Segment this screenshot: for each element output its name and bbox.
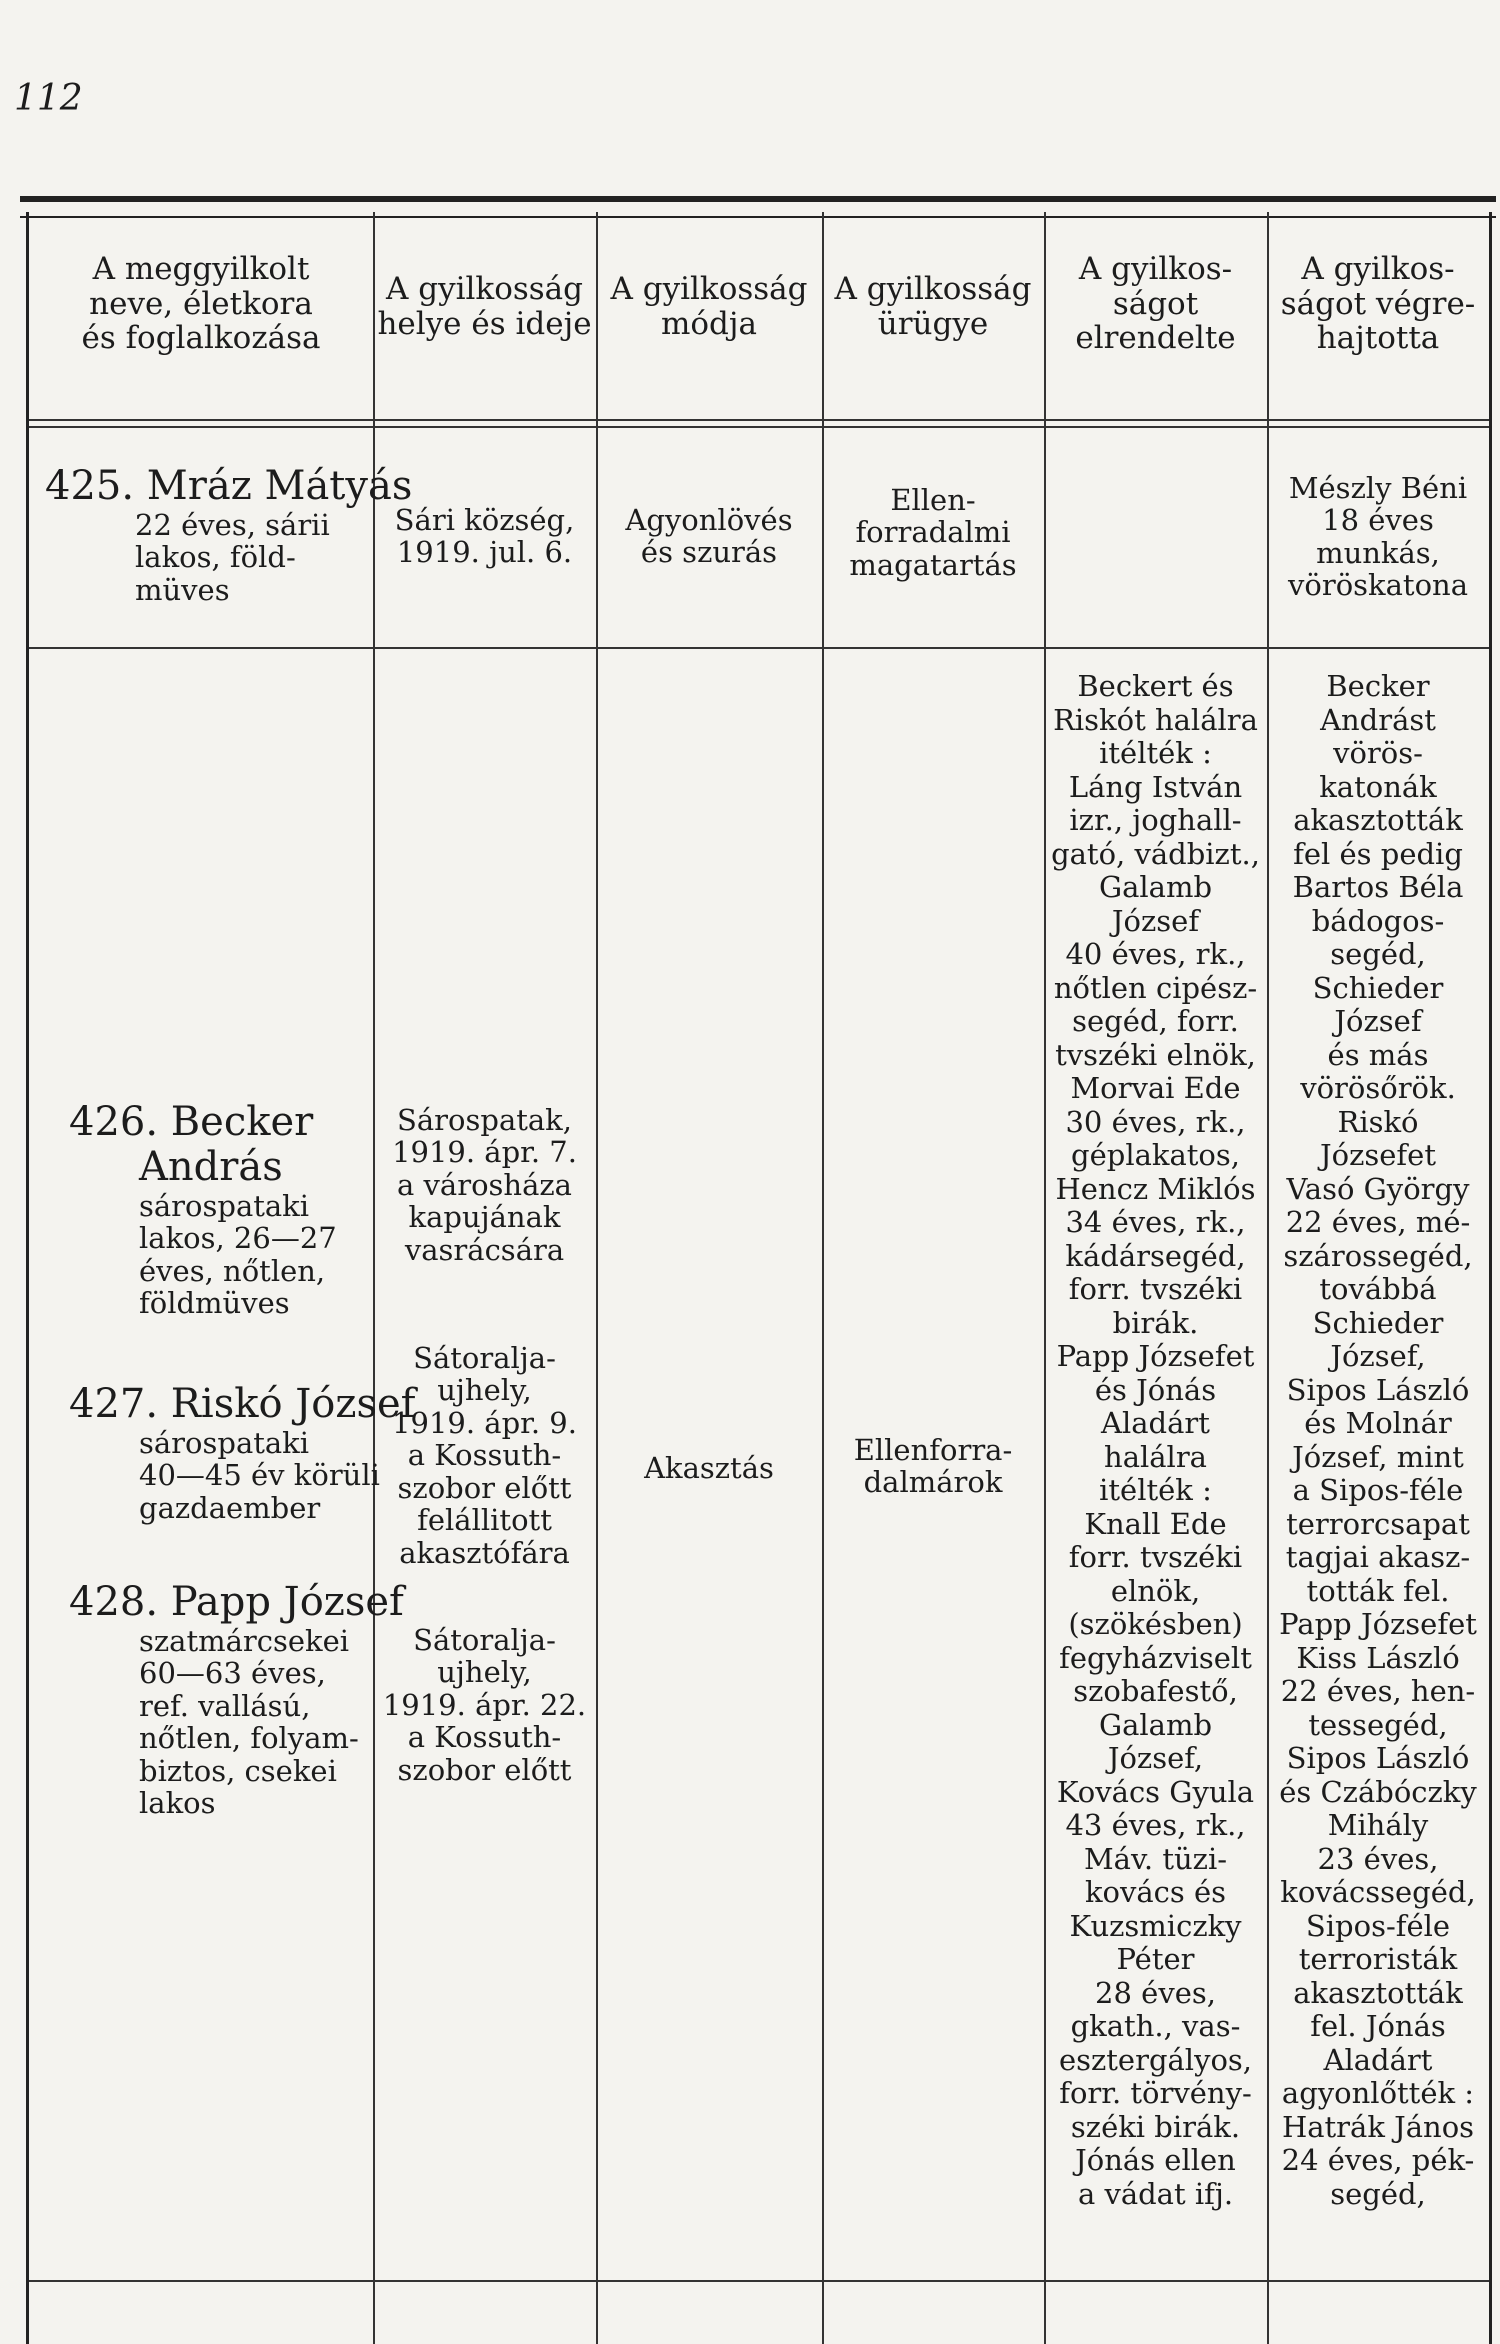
text-line: és Czábóczky: [1279, 1774, 1477, 1809]
text-line: segéd, forr.: [1072, 1004, 1239, 1038]
text-line: tották fel.: [1306, 1573, 1450, 1608]
text-line: József,: [1330, 1339, 1426, 1373]
row-2-pretext: Ellenforra- dalmárok: [853, 1433, 1013, 1500]
row-2-method: Akasztás: [644, 1451, 774, 1485]
text-line: segéd,: [1330, 2176, 1426, 2211]
text-line: forr. tvszéki: [1068, 1540, 1243, 1574]
text-line: fel és pedig: [1293, 836, 1463, 871]
text-line: itélték :: [1099, 1473, 1212, 1507]
text-line: kovácssegéd,: [1280, 1875, 1476, 1909]
text-line: és Molnár: [1304, 1406, 1452, 1440]
text-line: József, mint: [1292, 1439, 1464, 1474]
text-line: Péter: [1116, 1942, 1195, 1976]
text-line: Vasó György: [1286, 1171, 1470, 1206]
text-line: Aladárt: [1101, 1406, 1210, 1440]
text-line: tessegéd,: [1308, 1707, 1448, 1742]
text-line: továbbá: [1319, 1272, 1437, 1306]
text-line: Schieder: [1312, 1305, 1444, 1340]
text-line: Riskó: [1337, 1104, 1419, 1139]
text-line: Mihály: [1327, 1808, 1429, 1842]
header-executed: A gyilkos- ságot végre- hajtotta: [1280, 251, 1476, 357]
text-line: Morvai Ede: [1070, 1071, 1241, 1105]
text-line: bádogos-: [1311, 903, 1445, 938]
text-line: segéd,: [1330, 937, 1426, 971]
text-line: Knall Ede: [1084, 1506, 1227, 1541]
text-line: szárossegéd,: [1283, 1238, 1473, 1273]
text-line: izr., joghall-: [1069, 803, 1242, 837]
text-line: birák.: [1112, 1305, 1199, 1340]
text-line: Galamb: [1098, 870, 1213, 904]
text-line: József,: [1107, 1741, 1204, 1775]
row-divider: [29, 2280, 1489, 2282]
row-2-ordered: [1044, 670, 1267, 2211]
header-pretext: A gyilkosság ürügye: [834, 271, 1032, 342]
row-428-victim: 428. Papp József szatmárcsekei 60—63 éves, ref. vallású, nőtlen, folyam- biztos, csekei lakos: [69, 1579, 404, 1821]
text-line: esztergályos,: [1058, 2042, 1253, 2077]
text-line: Papp Józsefet: [1056, 1339, 1255, 1373]
text-line: géplakatos,: [1071, 1138, 1240, 1172]
text-line: 22 éves, hen-: [1280, 1674, 1476, 1708]
row-2-executed: [1267, 670, 1489, 2211]
text-line: Papp Józsefet: [1279, 1607, 1477, 1641]
text-line: halálra: [1104, 1439, 1207, 1474]
text-line: Kiss László: [1296, 1640, 1460, 1675]
text-line: széki birák.: [1070, 2109, 1241, 2144]
header-method: A gyilkosság módja: [610, 271, 808, 342]
text-line: gkath., vas-: [1070, 2009, 1241, 2043]
row-425-executed: Mészly Béni 18 éves munkás, vöröskatona: [1288, 471, 1468, 603]
text-line: Andrást: [1320, 702, 1436, 737]
header-divider: [29, 419, 1489, 428]
text-line: és Jónás: [1094, 1372, 1217, 1407]
text-line: terroristák: [1298, 1942, 1458, 1976]
text-line: tvszéki elnök,: [1055, 1037, 1256, 1072]
text-line: gató, vádbizt.,: [1051, 836, 1260, 871]
text-line: Józsefet: [1320, 1138, 1436, 1172]
text-line: Aladárt: [1323, 2042, 1433, 2077]
text-line: akasztották: [1293, 1975, 1463, 2010]
text-line: 24 éves, pék-: [1281, 2143, 1475, 2177]
row-428-place: Sátoralja- ujhely, 1919. ápr. 22. a Kossuth- szobor előtt: [382, 1623, 587, 1787]
text-line: Kovács Gyula: [1056, 1774, 1255, 1809]
text-line: József: [1334, 1004, 1422, 1038]
text-line: itélték :: [1099, 736, 1212, 770]
text-line: kovács és: [1084, 1875, 1227, 1909]
text-line: agyonlőtték :: [1281, 2076, 1475, 2110]
text-line: forr. tvszéki: [1068, 1272, 1243, 1306]
text-line: vörös-: [1333, 736, 1423, 770]
text-line: 28 éves,: [1095, 1975, 1216, 2010]
text-line: Bartos Béla: [1292, 870, 1464, 904]
text-line: Hatrák János: [1281, 2109, 1475, 2144]
text-line: 40 éves, rk.,: [1065, 937, 1246, 971]
text-line: elnök,: [1110, 1573, 1201, 1608]
text-line: Sipos László: [1286, 1741, 1470, 1775]
row-426-place: Sárospatak, 1919. ápr. 7. a városháza kapujának vasrácsára: [392, 1103, 577, 1267]
row-426-victim: 426. Becker András sárospataki lakos, 26—27 éves, nőtlen, földmüves: [69, 1099, 337, 1320]
row-425-place: Sári község, 1919. jul. 6.: [394, 503, 575, 570]
text-line: a Sipos-féle: [1292, 1473, 1464, 1507]
text-line: Máv. tüzi-: [1083, 1841, 1228, 1876]
text-line: nőtlen cipész-: [1053, 970, 1258, 1005]
header-victim: A meggyilkolt neve, életkora és foglalkozása: [81, 251, 321, 357]
text-line: Schieder: [1312, 970, 1444, 1005]
text-line: vörösőrök.: [1300, 1071, 1456, 1105]
text-line: katonák: [1319, 769, 1437, 804]
text-line: 43 éves, rk.,: [1065, 1808, 1246, 1842]
row-427-victim: 427. Riskó József sárospataki 40—45 év körüli gazdaember: [69, 1381, 416, 1525]
text-line: Sipos László: [1286, 1372, 1470, 1407]
text-line: 34 éves, rk.,: [1065, 1205, 1246, 1239]
header-place-time: A gyilkosság helye és ideje: [377, 271, 592, 342]
text-line: József: [1111, 903, 1200, 938]
text-line: Sipos-féle: [1305, 1908, 1451, 1943]
text-line: Riskót halálra: [1053, 702, 1258, 737]
text-line: fel. Jónás: [1310, 2009, 1446, 2043]
text-line: Hencz Miklós: [1055, 1171, 1256, 1206]
text-line: akasztották: [1293, 803, 1463, 837]
text-line: kádársegéd,: [1065, 1238, 1246, 1273]
row-427-place: Sátoralja- ujhely, 1919. ápr. 9. a Kossuth- szobor előtt felállitott akasztófára: [392, 1341, 577, 1570]
text-line: forr. törvény-: [1059, 2076, 1252, 2110]
text-line: Jónás ellen: [1075, 2143, 1236, 2177]
text-line: 30 éves, rk.,: [1065, 1104, 1246, 1139]
text-line: a vádat ifj.: [1077, 2176, 1234, 2211]
text-line: szobafestő,: [1073, 1674, 1238, 1708]
text-line: 23 éves,: [1317, 1841, 1439, 1876]
text-line: Beckert és: [1077, 669, 1234, 703]
row-425-method: Agyonlövés és szurás: [625, 503, 793, 570]
text-line: (szökésben): [1068, 1607, 1243, 1641]
text-line: 22 éves, mé-: [1285, 1205, 1471, 1239]
row-divider: [29, 647, 1489, 649]
text-line: és más: [1327, 1037, 1429, 1072]
text-line: Láng István: [1068, 769, 1243, 804]
header-ordered: A gyilkos- ságot elrendelte: [1075, 251, 1236, 357]
text-line: fegyházviselt: [1059, 1640, 1252, 1675]
page-number: 112: [14, 78, 83, 119]
text-line: Galamb: [1098, 1707, 1213, 1742]
text-line: Becker: [1326, 669, 1430, 703]
row-425-victim: 425. Mráz Mátyás 22 éves, sárii lakos, föld- müves: [45, 463, 413, 607]
row-425-pretext: Ellen- forradalmi magatartás: [849, 483, 1017, 582]
text-line: terrorcsapat: [1286, 1506, 1470, 1541]
text-line: tagjai akasz-: [1285, 1540, 1471, 1574]
text-line: Kuzsmiczky: [1069, 1908, 1242, 1943]
table: [26, 212, 1492, 2344]
